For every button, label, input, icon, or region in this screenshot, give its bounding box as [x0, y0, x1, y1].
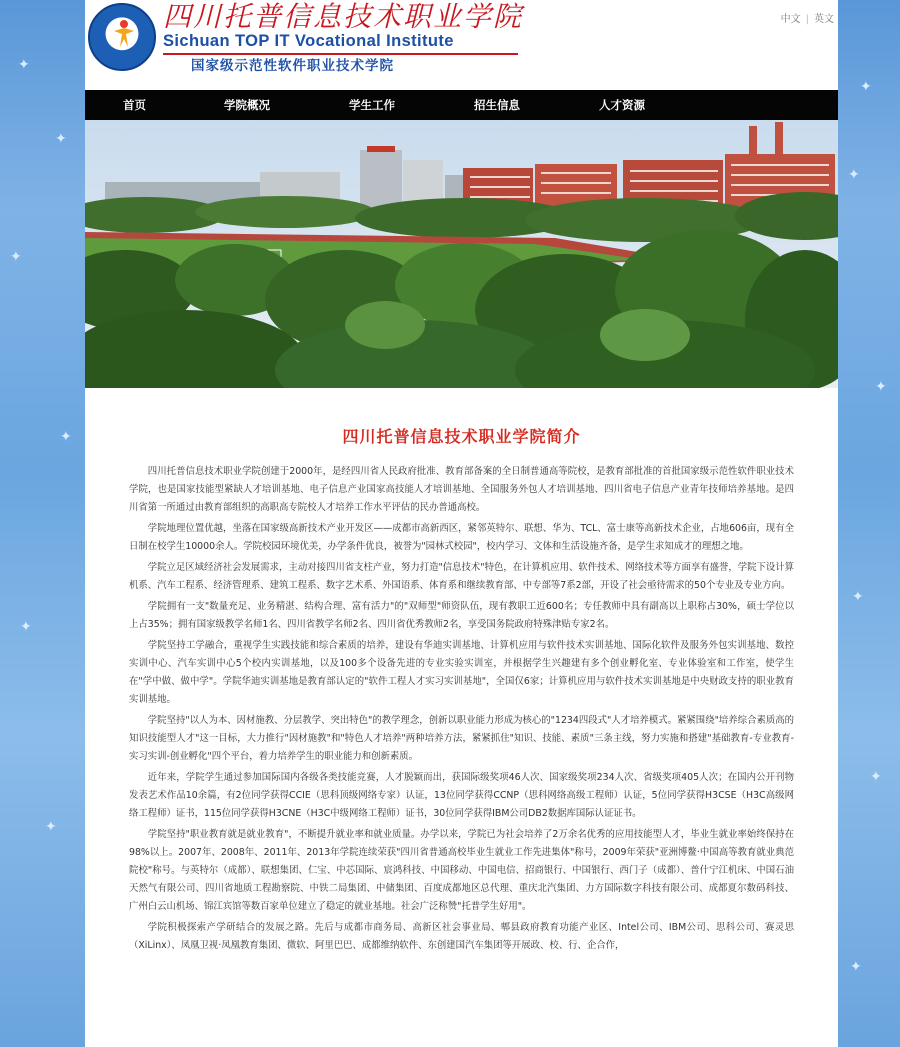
school-subtitle: 国家级示范性软件职业技术学院 — [191, 58, 394, 74]
article-content — [85, 388, 838, 958]
background-star: ✦ — [18, 57, 30, 73]
nav-item-talent[interactable]: 人才资源 — [599, 98, 645, 112]
article-paragraph: 四川托普信息技术职业学院创建于2000年，是经四川省人民政府批准、教育部备案的全日制普通高等院校，是教育部批准的首批国家级示范性软件职业技术学院，也是国家技能型紧缺人才培训基地、电子信息产业国家高技能人才培训基地、全国服务外包人才培训基地、四川省电子信息产业青年技师培养基地。是四川省第一所通过由教育部组织的高职高专院校人才培养工作水平评估的民办普通高校。 — [129, 466, 794, 513]
school-emblem-logo[interactable] — [88, 3, 156, 71]
nav-item-admissions[interactable]: 招生信息 — [474, 98, 520, 112]
school-logo-text[interactable] — [163, 2, 543, 75]
nav-item-home[interactable]: 首页 — [123, 98, 146, 112]
background-star: ✦ — [860, 79, 872, 95]
nav-item-students[interactable]: 学生工作 — [349, 98, 395, 112]
background-star: ✦ — [848, 167, 860, 183]
school-name-en: Sichuan TOP IT Vocational Institute — [163, 32, 454, 50]
article-paragraph: 近年来，学院学生通过参加国际国内各级各类技能竞赛，人才脱颖而出，获国际级奖项46人次、国家级奖项234人次、省级奖项405人次；在国内公开刊物发表艺术作品10余篇，有2位同学获得CCIE（思科顶级网络专家）认证，13位同学获得CCNP（思科网络高级工程师）认证，5位同学获得H3CSE（H3C高级网络工程师）证书，115位同学获得H3CNE（H3C中级网络工程师）证书，30位同学获得IBM公司DB2数据库国际认证证书。 — [129, 772, 794, 819]
article-paragraph: 学院拥有一支"数量充足、业务精湛、结构合理、富有活力"的"双师型"师资队伍，现有教职工近600名；专任教师中具有副高以上职称占30%，硕士学位以上占35%；拥有国家级教学名师1名、四川省教学名师2名、四川省优秀教师2名，享受国务院政府特殊津贴专家2名。 — [129, 601, 794, 630]
campus-banner-image — [85, 120, 838, 388]
background-star: ✦ — [20, 619, 32, 635]
school-name-cn: 四川托普信息技术职业学院 — [163, 0, 524, 33]
article-paragraph: 学院地理位置优越，坐落在国家级高新技术产业开发区——成都市高新西区，紧邻英特尔、联想、华为、TCL、富士康等高新技术企业，占地606亩，现有全日制在校学生10000余人。学院校园环境优美，办学条件优良，被誉为"园林式校园"，校内学习、文体和生活设施齐备，是学生求知成才的理想之地。 — [129, 523, 794, 552]
background-star: ✦ — [875, 379, 887, 395]
campus-photo — [85, 120, 838, 388]
background-star: ✦ — [10, 249, 22, 265]
article-paragraph: 学院坚持工学融合，重视学生实践技能和综合素质的培养，建设有华迪实训基地、计算机应用与软件技术实训基地、国际化软件及服务外包实训基地、数控实训中心、汽车实训中心5个校内实训基地，以及100多个设备先进的专业实验实训室，并根据学生兴趣建有多个创业孵化室、专业体验室和工作室，使学生在"学中做、做中学"。学院华迪实训基地是教育部认定的"软件工程人才实习实训基地"，全国仅6家；计算机应用与软件技术实训基地是中央财政支持的职业教育实训基地。 — [129, 640, 794, 705]
logo-divider — [163, 53, 518, 55]
article-paragraph: 学院坚持"以人为本、因材施教、分层教学、突出特色"的教学理念，创新以职业能力形成为核心的"1234四段式"人才培养模式。紧紧围绕"培养综合素质高的知识技能型人才"这一目标，大力推行"因材施教"和"特色人才培养"两种培养方法，紧紧抓住"知识、技能、素质"三条主线，努力实施和搭建"基础教育-专业教育-实习实训-创业孵化"四个平台，着力培养学生的职业能力和创新素质。 — [129, 715, 794, 762]
nav-item-about[interactable]: 学院概况 — [224, 98, 270, 112]
background-star: ✦ — [852, 589, 864, 605]
background-star: ✦ — [870, 769, 882, 785]
lang-zh-link[interactable]: 中文 — [780, 14, 801, 25]
article-title: 四川托普信息技术职业学院简介 — [342, 427, 581, 446]
figure-icon — [112, 19, 136, 49]
main-nav — [85, 90, 838, 120]
language-switcher — [781, 10, 834, 25]
background-star: ✦ — [850, 959, 862, 975]
article-paragraph: 学院立足区域经济社会发展需求，主动对接四川省支柱产业，努力打造"信息技术"特色，在计算机应用、软件技术、网络技术等方面享有盛誉，学院下设计算机系、汽车工程系、经济管理系、建筑工程系、数字艺术系、外国语系、体育系和继续教育部、中专部等7系2部，开设了社会亟待需求的50个专业及专业方向。 — [129, 562, 794, 591]
page-container — [85, 0, 838, 1047]
article-paragraph: 学院坚持"职业教育就是就业教育"，不断提升就业率和就业质量。办学以来，学院已为社会培养了2万余名优秀的应用技能型人才，毕业生就业率始终保持在98%以上。2007年、2008年、2011年、2013年学院连续荣获"四川省普通高校毕业生就业工作先进集体"称号，2009年荣获"亚洲博鳌·中国高等教育就业典范院校"称号。与英特尔（成都）、联想集团、仁宝、中芯国际、宸鸿科技、中国移动、中国电信、招商银行、中国银行、西门子（成都）、普什宁江机床、中国石油天然气有限公司、四川省地质工程勘察院、中铁二局集团、中储集团、百度成都地区总代理、重庆北汽集团、力方国际数字科技有限公司、成都夏尔数码科技、广州白云山机场、锦江宾馆等数百家单位建立了稳定的就业基地。社会广泛称赞"托普学生好用"。 — [129, 829, 794, 912]
article-paragraph: 学院积极探索产学研结合的发展之路。先后与成都市商务局、高新区社会事业局、郫县政府教育功能产业区、Intel公司、IBM公司、思科公司、赛灵思（XiLinx）、凤凰卫视·凤凰教育集团、微软、阿里巴巴、成都维纳软件、东创建国汽车集团等开展政、校、行、企合作， — [129, 922, 794, 951]
lang-en-link[interactable]: 英文 — [814, 14, 834, 25]
background-star: ✦ — [55, 131, 67, 147]
lang-separator: | — [805, 14, 809, 25]
site-header — [85, 0, 838, 90]
background-star: ✦ — [45, 819, 57, 835]
background-star: ✦ — [60, 429, 72, 445]
